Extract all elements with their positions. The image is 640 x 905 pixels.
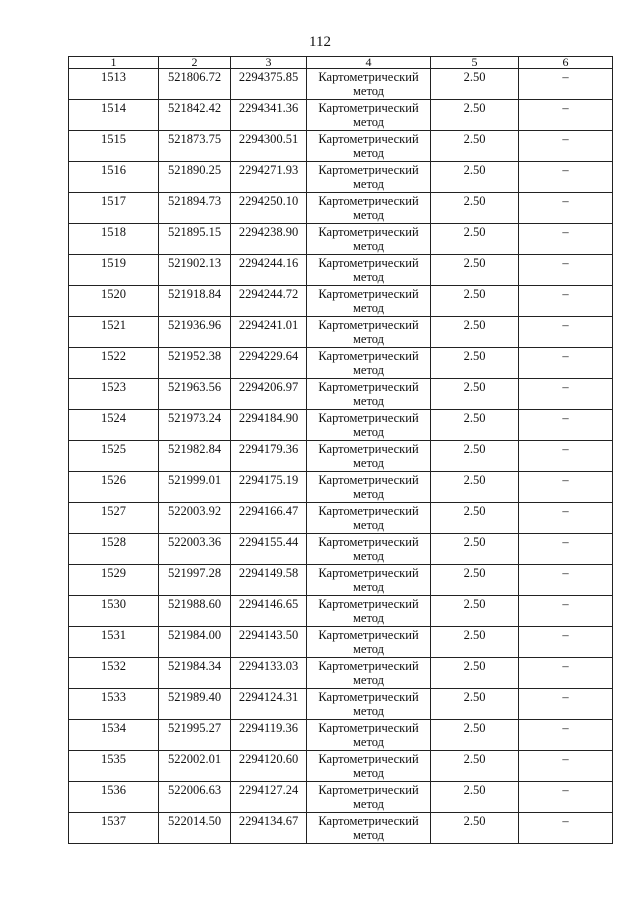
table-row xyxy=(69,410,613,441)
accuracy-cell: 2.50 xyxy=(431,224,519,255)
accuracy-cell: 2.50 xyxy=(431,441,519,472)
y-coordinate-cell: 2294375.85 xyxy=(231,69,307,100)
note-cell: – xyxy=(519,627,613,658)
table-row xyxy=(69,503,613,534)
table-row xyxy=(69,255,613,286)
x-coordinate-cell: 521890.25 xyxy=(159,162,231,193)
note-cell: – xyxy=(519,658,613,689)
table-row xyxy=(69,658,613,689)
x-coordinate-cell: 521989.40 xyxy=(159,689,231,720)
y-coordinate-cell: 2294120.60 xyxy=(231,751,307,782)
accuracy-cell: 2.50 xyxy=(431,782,519,813)
y-coordinate-cell: 2294250.10 xyxy=(231,193,307,224)
note-cell: – xyxy=(519,100,613,131)
point-number-cell: 1531 xyxy=(69,627,159,658)
table-row xyxy=(69,813,613,844)
x-coordinate-cell: 521873.75 xyxy=(159,131,231,162)
y-coordinate-cell: 2294143.50 xyxy=(231,627,307,658)
y-coordinate-cell: 2294229.64 xyxy=(231,348,307,379)
x-coordinate-cell: 521997.28 xyxy=(159,565,231,596)
y-coordinate-cell: 2294133.03 xyxy=(231,658,307,689)
point-number-cell: 1524 xyxy=(69,410,159,441)
accuracy-cell: 2.50 xyxy=(431,534,519,565)
y-coordinate-cell: 2294127.24 xyxy=(231,782,307,813)
y-coordinate-cell: 2294119.36 xyxy=(231,720,307,751)
y-coordinate-cell: 2294244.16 xyxy=(231,255,307,286)
table-body xyxy=(69,69,613,844)
point-number-cell: 1534 xyxy=(69,720,159,751)
table-row xyxy=(69,534,613,565)
method-cell: Картометрический метод xyxy=(307,565,431,596)
point-number-cell: 1520 xyxy=(69,286,159,317)
method-cell: Картометрический метод xyxy=(307,162,431,193)
x-coordinate-cell: 521895.15 xyxy=(159,224,231,255)
note-cell: – xyxy=(519,751,613,782)
point-number-cell: 1516 xyxy=(69,162,159,193)
y-coordinate-cell: 2294155.44 xyxy=(231,534,307,565)
method-cell: Картометрический метод xyxy=(307,224,431,255)
note-cell: – xyxy=(519,565,613,596)
accuracy-cell: 2.50 xyxy=(431,627,519,658)
method-cell: Картометрический метод xyxy=(307,379,431,410)
point-number-cell: 1518 xyxy=(69,224,159,255)
method-cell: Картометрический метод xyxy=(307,751,431,782)
accuracy-cell: 2.50 xyxy=(431,472,519,503)
accuracy-cell: 2.50 xyxy=(431,720,519,751)
table-header-row xyxy=(69,57,613,69)
note-cell: – xyxy=(519,162,613,193)
table-row xyxy=(69,100,613,131)
method-cell: Картометрический метод xyxy=(307,286,431,317)
point-number-cell: 1525 xyxy=(69,441,159,472)
note-cell: – xyxy=(519,410,613,441)
point-number-cell: 1519 xyxy=(69,255,159,286)
y-coordinate-cell: 2294149.58 xyxy=(231,565,307,596)
accuracy-cell: 2.50 xyxy=(431,100,519,131)
x-coordinate-cell: 521842.42 xyxy=(159,100,231,131)
x-coordinate-cell: 522014.50 xyxy=(159,813,231,844)
accuracy-cell: 2.50 xyxy=(431,565,519,596)
note-cell: – xyxy=(519,286,613,317)
x-coordinate-cell: 521973.24 xyxy=(159,410,231,441)
point-number-cell: 1526 xyxy=(69,472,159,503)
y-coordinate-cell: 2294244.72 xyxy=(231,286,307,317)
accuracy-cell: 2.50 xyxy=(431,69,519,100)
y-coordinate-cell: 2294179.36 xyxy=(231,441,307,472)
x-coordinate-cell: 521806.72 xyxy=(159,69,231,100)
note-cell: – xyxy=(519,782,613,813)
accuracy-cell: 2.50 xyxy=(431,255,519,286)
method-cell: Картометрический метод xyxy=(307,720,431,751)
coordinates-table xyxy=(68,56,613,844)
x-coordinate-cell: 521982.84 xyxy=(159,441,231,472)
method-cell: Картометрический метод xyxy=(307,255,431,286)
point-number-cell: 1530 xyxy=(69,596,159,627)
table-row xyxy=(69,751,613,782)
method-cell: Картометрический метод xyxy=(307,69,431,100)
note-cell: – xyxy=(519,720,613,751)
table-row xyxy=(69,317,613,348)
y-coordinate-cell: 2294206.97 xyxy=(231,379,307,410)
x-coordinate-cell: 522003.92 xyxy=(159,503,231,534)
page-number: 112 xyxy=(309,34,331,50)
note-cell: – xyxy=(519,813,613,844)
x-coordinate-cell: 521988.60 xyxy=(159,596,231,627)
accuracy-cell: 2.50 xyxy=(431,162,519,193)
point-number-cell: 1517 xyxy=(69,193,159,224)
method-cell: Картометрический метод xyxy=(307,627,431,658)
note-cell: – xyxy=(519,689,613,720)
y-coordinate-cell: 2294146.65 xyxy=(231,596,307,627)
note-cell: – xyxy=(519,193,613,224)
y-coordinate-cell: 2294184.90 xyxy=(231,410,307,441)
point-number-cell: 1528 xyxy=(69,534,159,565)
x-coordinate-cell: 521984.00 xyxy=(159,627,231,658)
method-cell: Картометрический метод xyxy=(307,472,431,503)
note-cell: – xyxy=(519,596,613,627)
accuracy-cell: 2.50 xyxy=(431,751,519,782)
note-cell: – xyxy=(519,317,613,348)
method-cell: Картометрический метод xyxy=(307,100,431,131)
column-header: 6 xyxy=(519,57,613,69)
method-cell: Картометрический метод xyxy=(307,534,431,565)
column-header: 1 xyxy=(69,57,159,69)
x-coordinate-cell: 521894.73 xyxy=(159,193,231,224)
point-number-cell: 1536 xyxy=(69,782,159,813)
method-cell: Картометрический метод xyxy=(307,503,431,534)
note-cell: – xyxy=(519,503,613,534)
column-header: 3 xyxy=(231,57,307,69)
table-row xyxy=(69,689,613,720)
y-coordinate-cell: 2294124.31 xyxy=(231,689,307,720)
accuracy-cell: 2.50 xyxy=(431,286,519,317)
note-cell: – xyxy=(519,441,613,472)
point-number-cell: 1514 xyxy=(69,100,159,131)
table-row xyxy=(69,224,613,255)
x-coordinate-cell: 521902.13 xyxy=(159,255,231,286)
point-number-cell: 1523 xyxy=(69,379,159,410)
note-cell: – xyxy=(519,534,613,565)
x-coordinate-cell: 521952.38 xyxy=(159,348,231,379)
note-cell: – xyxy=(519,472,613,503)
method-cell: Картометрический метод xyxy=(307,782,431,813)
table-row xyxy=(69,193,613,224)
method-cell: Картометрический метод xyxy=(307,193,431,224)
table-row xyxy=(69,472,613,503)
method-cell: Картометрический метод xyxy=(307,441,431,472)
point-number-cell: 1537 xyxy=(69,813,159,844)
table-row xyxy=(69,596,613,627)
point-number-cell: 1513 xyxy=(69,69,159,100)
y-coordinate-cell: 2294271.93 xyxy=(231,162,307,193)
accuracy-cell: 2.50 xyxy=(431,658,519,689)
point-number-cell: 1535 xyxy=(69,751,159,782)
x-coordinate-cell: 521918.84 xyxy=(159,286,231,317)
table-row xyxy=(69,379,613,410)
x-coordinate-cell: 521984.34 xyxy=(159,658,231,689)
method-cell: Картометрический метод xyxy=(307,813,431,844)
accuracy-cell: 2.50 xyxy=(431,596,519,627)
accuracy-cell: 2.50 xyxy=(431,193,519,224)
point-number-cell: 1522 xyxy=(69,348,159,379)
x-coordinate-cell: 521995.27 xyxy=(159,720,231,751)
accuracy-cell: 2.50 xyxy=(431,503,519,534)
y-coordinate-cell: 2294238.90 xyxy=(231,224,307,255)
method-cell: Картометрический метод xyxy=(307,410,431,441)
point-number-cell: 1527 xyxy=(69,503,159,534)
method-cell: Картометрический метод xyxy=(307,131,431,162)
accuracy-cell: 2.50 xyxy=(431,317,519,348)
table-row xyxy=(69,782,613,813)
method-cell: Картометрический метод xyxy=(307,348,431,379)
table-row xyxy=(69,69,613,100)
table-row xyxy=(69,720,613,751)
table-row xyxy=(69,286,613,317)
method-cell: Картометрический метод xyxy=(307,658,431,689)
y-coordinate-cell: 2294175.19 xyxy=(231,472,307,503)
x-coordinate-cell: 521936.96 xyxy=(159,317,231,348)
y-coordinate-cell: 2294166.47 xyxy=(231,503,307,534)
method-cell: Картометрический метод xyxy=(307,689,431,720)
note-cell: – xyxy=(519,255,613,286)
table-row xyxy=(69,131,613,162)
y-coordinate-cell: 2294341.36 xyxy=(231,100,307,131)
table-row xyxy=(69,441,613,472)
accuracy-cell: 2.50 xyxy=(431,379,519,410)
column-header: 2 xyxy=(159,57,231,69)
y-coordinate-cell: 2294241.01 xyxy=(231,317,307,348)
note-cell: – xyxy=(519,224,613,255)
table-row xyxy=(69,348,613,379)
method-cell: Картометрический метод xyxy=(307,317,431,348)
accuracy-cell: 2.50 xyxy=(431,131,519,162)
x-coordinate-cell: 521999.01 xyxy=(159,472,231,503)
note-cell: – xyxy=(519,131,613,162)
table-row xyxy=(69,627,613,658)
accuracy-cell: 2.50 xyxy=(431,689,519,720)
note-cell: – xyxy=(519,69,613,100)
x-coordinate-cell: 521963.56 xyxy=(159,379,231,410)
table-row xyxy=(69,565,613,596)
column-header: 5 xyxy=(431,57,519,69)
accuracy-cell: 2.50 xyxy=(431,813,519,844)
point-number-cell: 1533 xyxy=(69,689,159,720)
x-coordinate-cell: 522006.63 xyxy=(159,782,231,813)
table-row xyxy=(69,162,613,193)
note-cell: – xyxy=(519,348,613,379)
point-number-cell: 1529 xyxy=(69,565,159,596)
x-coordinate-cell: 522003.36 xyxy=(159,534,231,565)
point-number-cell: 1521 xyxy=(69,317,159,348)
x-coordinate-cell: 522002.01 xyxy=(159,751,231,782)
point-number-cell: 1532 xyxy=(69,658,159,689)
accuracy-cell: 2.50 xyxy=(431,348,519,379)
method-cell: Картометрический метод xyxy=(307,596,431,627)
y-coordinate-cell: 2294134.67 xyxy=(231,813,307,844)
note-cell: – xyxy=(519,379,613,410)
y-coordinate-cell: 2294300.51 xyxy=(231,131,307,162)
accuracy-cell: 2.50 xyxy=(431,410,519,441)
column-header: 4 xyxy=(307,57,431,69)
point-number-cell: 1515 xyxy=(69,131,159,162)
